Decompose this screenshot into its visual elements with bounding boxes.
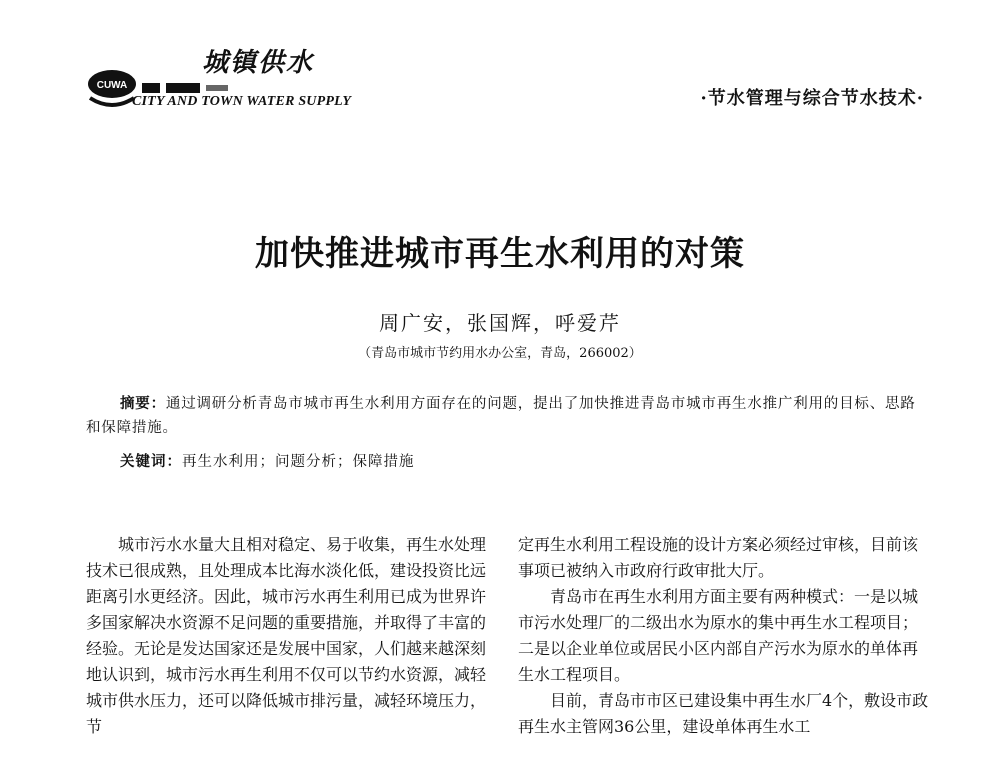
abstract [86,392,922,440]
abstract-text: 通过调研分析青岛市城市再生水利用方面存在的问题，提出了加快推进青岛市城市再生水推广利用的目标、思路和保障措施。 [86,396,916,436]
article-title: 加快推进城市再生水利用的对策 [255,234,745,274]
left-column [86,532,494,740]
keywords-text: 再生水利用；问题分析；保障措施 [182,454,415,470]
right-column [518,532,932,740]
journal-logo [86,42,386,122]
logo-chinese-name: 城镇供水 [202,48,315,78]
logo-emblem-text: CUWA [96,80,128,91]
body-paragraph: 定再生水利用工程设施的设计方案必须经过审核，目前该事项已被纳入市政府行政审批大厅。 [518,535,919,580]
logo-english-name: CITY AND TOWN WATER SUPPLY [132,94,352,109]
abstract-label: 摘要： [120,395,166,412]
column-label: ·节水管理与综合节水技术· [700,88,924,109]
body-paragraph: 目前，青岛市市区已建设集中再生水厂4个，敷设市政再生水主管网36公里，建设单体再生水工 [518,691,929,736]
cuwa-emblem-icon [86,62,138,114]
body-paragraph: 城市污水水量大且相对稳定、易于收集，再生水处理技术已很成熟，且处理成本比海水淡化低，建设投资比远距离引水更经济。因此，城市污水再生利用已成为世界许多国家解决水资源不足问题的重要措施，并取得了丰富的经验。无论是发达国家还是发展中国家，人们越来越深刻地认识到，城市污水再生利用不仅可以节约水资源，减轻城市供水压力，还可以降低城市排污量，减轻环境压力，节 [86,535,487,736]
article-authors: 周广安，张国辉，呼爱芹 [379,311,621,335]
body-paragraph: 青岛市在再生水利用方面主要有两种模式：一是以城市污水处理厂的二级出水为原水的集中再生水工程项目；二是以企业单位或居民小区内部自产污水为原水的单体再生水工程项目。 [518,587,919,684]
article-affiliation: （青岛市城市节约用水办公室，青岛，266002） [358,346,642,361]
keywords [120,450,415,471]
logo-bars-icon [142,82,232,94]
keywords-label: 关键词： [120,453,182,470]
